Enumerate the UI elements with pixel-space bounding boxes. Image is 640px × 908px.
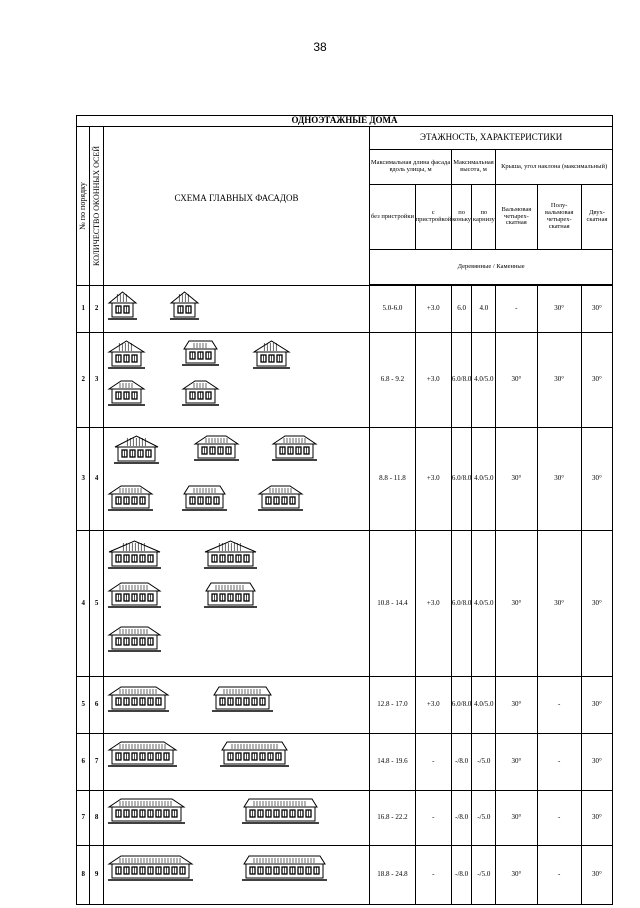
- half-hip-roof-header: Полу-вальмовая четырех-скатная: [537, 185, 581, 250]
- house-facade-drawing: [182, 486, 227, 510]
- table-row: 5 6 12.8 - 17.0 +3.0 6.0/8.0 4.0/5.0 30° - 30°: [77, 677, 613, 734]
- axes-count: 3: [90, 333, 103, 428]
- window-axes-header: КОЛИЧЕСТВО ОКОННЫХ ОСЕЙ: [90, 127, 103, 286]
- house-facade-drawing: [258, 486, 303, 510]
- axes-count: 8: [90, 791, 103, 846]
- facade-drawings-row-3: [103, 428, 369, 531]
- house-facade-drawing: [212, 687, 273, 711]
- table-row: 6 7 14.8 - 19.6 - -/8.0 -/5.0 30° - 30°: [77, 734, 613, 791]
- axes-count: 5: [90, 531, 103, 677]
- row-number: 4: [77, 531, 90, 677]
- facade-drawings-row-8: [103, 846, 369, 905]
- gable-roof-header: Двух-скатная: [581, 185, 612, 250]
- house-facade-drawing: [182, 341, 219, 365]
- max-height-header: Максимальная высота, м: [451, 150, 495, 185]
- house-facade-drawing: [108, 486, 153, 510]
- row-number: 3: [77, 428, 90, 531]
- table-title: ОДНОЭТАЖНЫЕ ДОМА: [77, 116, 613, 127]
- order-number-header: № по порядку: [77, 127, 90, 286]
- ridge-height-header: по коньку: [451, 185, 472, 250]
- table-row: 4 5 10.8 - 14.4 +3.0 6.0/8.0 4.0/5.0 30° 30° 30°: [77, 531, 613, 677]
- house-facade-drawing: [253, 341, 290, 368]
- house-facade-drawing: [108, 799, 185, 823]
- materials-header: Деревянные / Каменные: [370, 250, 613, 285]
- house-facade-drawing: [114, 436, 159, 463]
- house-facade-drawing: [204, 583, 257, 607]
- row-number: 6: [77, 734, 90, 791]
- max-length-header: Максимальная длина фасада вдоль улицы, м: [370, 150, 452, 185]
- facade-drawings-row-6: [103, 734, 369, 791]
- axes-count: 2: [90, 286, 103, 333]
- facade-drawings-row-2: [103, 333, 369, 428]
- house-facade-drawing: [204, 541, 257, 568]
- house-facade-drawing: [242, 799, 319, 823]
- eave-height-header: по карнизу: [472, 185, 496, 250]
- house-facade-drawing: [108, 687, 169, 711]
- axes-count: 9: [90, 846, 103, 905]
- row-number: 8: [77, 846, 90, 905]
- row-number: 1: [77, 286, 90, 333]
- house-facade-drawing: [194, 436, 239, 460]
- axes-count: 7: [90, 734, 103, 791]
- table-row: 1 2 5.0-6.0 +3.0 6.0 4.0 - 30° 30°: [77, 286, 613, 333]
- house-facade-drawing: [170, 292, 199, 319]
- house-facade-drawing: [108, 583, 161, 607]
- one-storey-houses-table: [76, 115, 613, 905]
- house-facade-drawing: [108, 541, 161, 568]
- axes-count: 6: [90, 677, 103, 734]
- house-facade-drawing: [108, 341, 145, 368]
- table-row: 2 3 6.8 - 9.2 +3.0 6.0/8.0 4.0/5.0 30° 30° 30°: [77, 333, 613, 428]
- axes-count: 4: [90, 428, 103, 531]
- roof-header: Крыша, угол наклона (максимальный): [496, 150, 613, 185]
- page-number: 38: [313, 40, 327, 54]
- no-extension-header: без пристройки: [370, 185, 415, 250]
- row-number: 5: [77, 677, 90, 734]
- table-row: 8 9 18.8 - 24.8 - -/8.0 -/5.0 30° - 30°: [77, 846, 613, 905]
- house-facade-drawing: [108, 627, 161, 651]
- house-facade-drawing: [242, 856, 327, 880]
- house-facade-drawing: [182, 381, 219, 405]
- house-facade-drawing: [108, 856, 193, 880]
- facade-drawings-row-1: [103, 286, 369, 333]
- hip-roof-header: Вальмовая четырех-скатная: [496, 185, 537, 250]
- house-facade-drawing: [108, 742, 177, 766]
- facade-drawings-row-7: [103, 791, 369, 846]
- house-facade-drawing: [108, 381, 145, 405]
- house-facade-drawing: [108, 292, 137, 319]
- row-number: 2: [77, 333, 90, 428]
- facade-schema-header: СХЕМА ГЛАВНЫХ ФАСАДОВ: [103, 127, 369, 286]
- characteristics-header: ЭТАЖНОСТЬ, ХАРАКТЕРИСТИКИ: [370, 127, 613, 150]
- house-facade-drawing: [220, 742, 289, 766]
- table-row: 3 4 8.8 - 11.8 +3.0 6.0/8.0 4.0/5.0 30° 30° 30°: [77, 428, 613, 531]
- facade-drawings-row-5: [103, 677, 369, 734]
- house-facade-drawing: [272, 436, 317, 460]
- with-extension-header: с пристройкой: [415, 185, 451, 250]
- facade-drawings-row-4: [103, 531, 369, 677]
- table-row: 7 8 16.8 - 22.2 - -/8.0 -/5.0 30° - 30°: [77, 791, 613, 846]
- row-number: 7: [77, 791, 90, 846]
